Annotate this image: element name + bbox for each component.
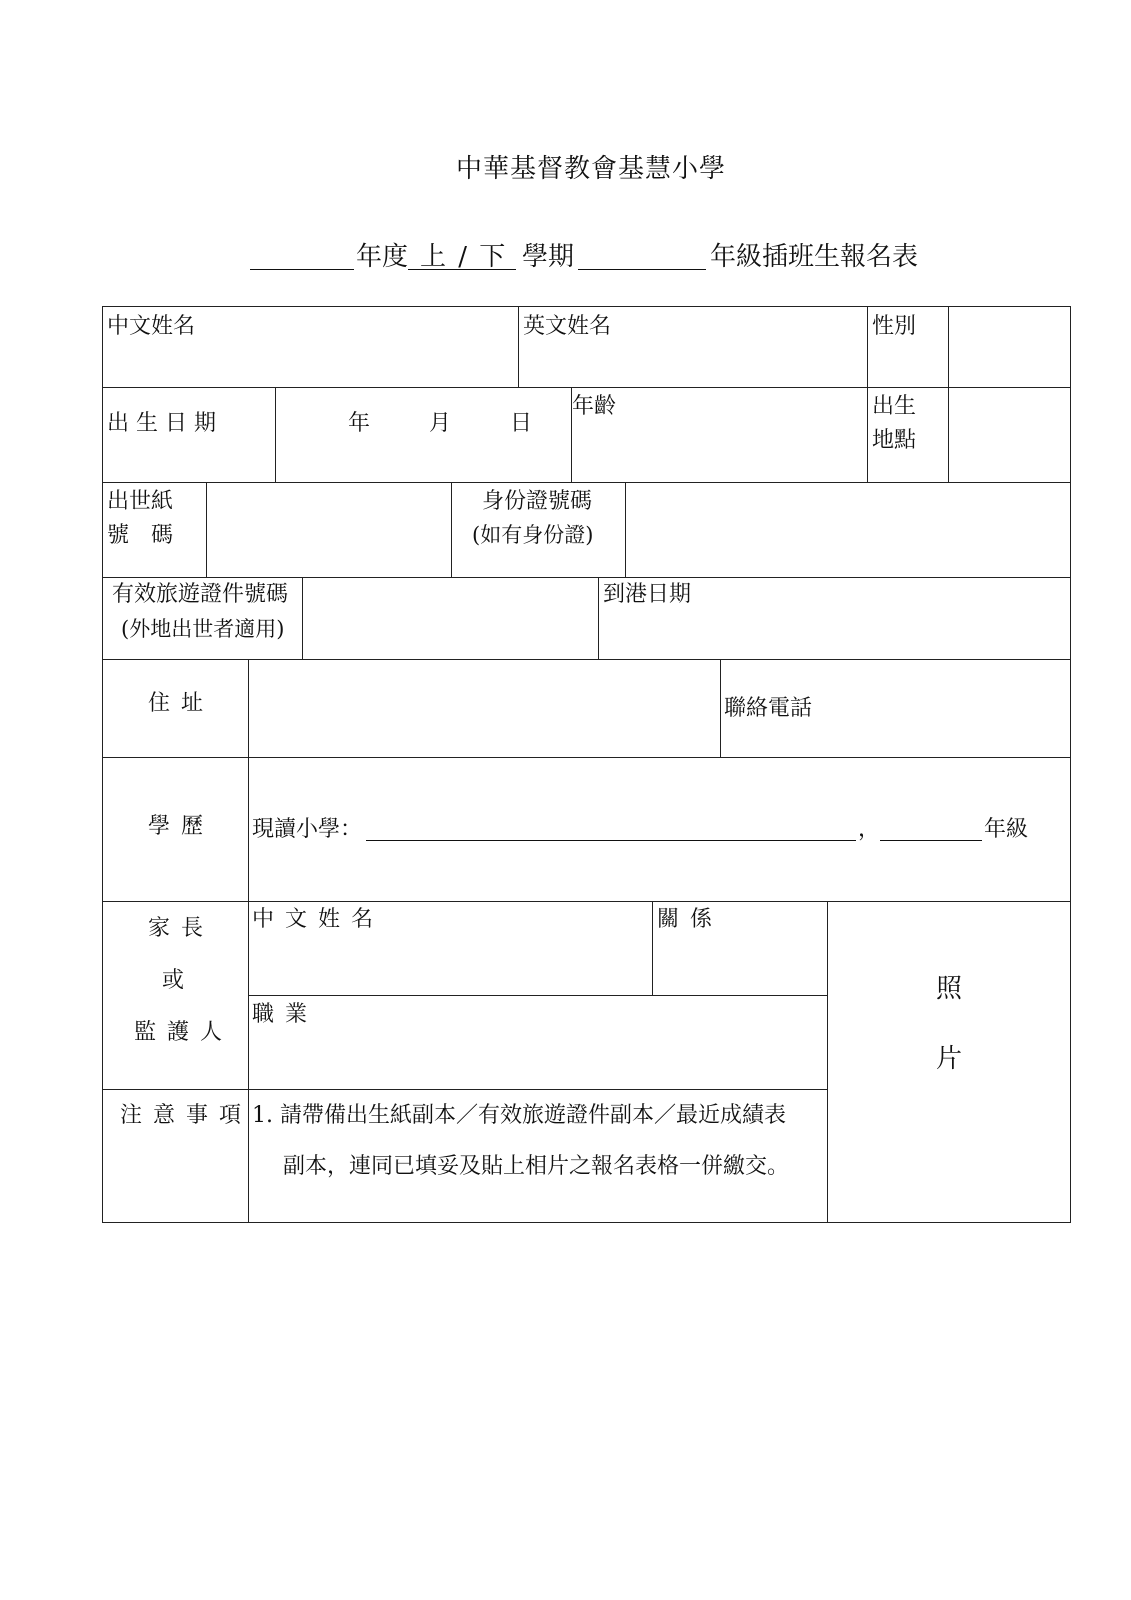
note-line-1: 1. 請帶備出生紙副本／有效旅遊證件副本／最近成績表 — [252, 1103, 786, 1128]
title-year-label: 年度 — [356, 242, 409, 272]
travel-doc-note: (外地出世者適用) — [121, 617, 285, 641]
arrival-date-label: 到港日期 — [603, 582, 692, 607]
travel-doc-label: 有效旅遊證件號碼 — [112, 582, 289, 607]
birth-cert-label-line2: 號 碼 — [107, 523, 174, 548]
phone-label: 聯絡電話 — [724, 696, 813, 721]
birth-day-label: 日 — [510, 411, 533, 436]
id-number-label: 身份證號碼 — [482, 489, 593, 514]
current-school-blank[interactable] — [366, 840, 856, 841]
birth-place-label-line1: 出生 — [872, 394, 917, 419]
title-semester-choice: 上 / 下 — [420, 242, 508, 272]
age-label: 年齡 — [572, 394, 617, 419]
relationship-label: 關 係 — [657, 907, 714, 932]
chinese-name-label: 中文姓名 — [107, 314, 196, 339]
title-term-label: 學期 — [522, 242, 575, 272]
parent-label-line1: 家 長 — [148, 916, 205, 941]
parent-label-line2: 或 — [162, 968, 185, 993]
current-school-label: 現讀小學： — [252, 817, 363, 842]
birth-cert-label-line1: 出世紙 — [107, 489, 174, 514]
note-line-2: 副本，連同已填妥及貼上相片之報名表格一併繳交。 — [283, 1154, 790, 1179]
gender-label: 性別 — [872, 314, 917, 339]
year-blank[interactable] — [250, 269, 354, 270]
current-school-comma: ， — [858, 817, 881, 842]
school-name: 中華基督教會基慧小學 — [456, 154, 727, 184]
photo-label-line2: 片 — [936, 1044, 963, 1074]
parent-name-label: 中 文 姓 名 — [252, 907, 375, 932]
photo-label-line1: 照 — [936, 974, 963, 1004]
birth-place-label-line2: 地點 — [872, 428, 917, 453]
birth-month-label: 月 — [429, 411, 452, 436]
notes-label: 注 意 事 項 — [120, 1103, 243, 1128]
grade-label: 年級 — [984, 817, 1029, 842]
address-label: 住 址 — [148, 691, 205, 716]
id-number-note: (如有身份證) — [472, 523, 594, 547]
birth-year-label: 年 — [348, 411, 371, 436]
parent-label-line3: 監 護 人 — [134, 1020, 224, 1045]
english-name-label: 英文姓名 — [523, 314, 612, 339]
occupation-label: 職 業 — [252, 1002, 309, 1027]
title-form-label: 年級插班生報名表 — [710, 242, 919, 272]
education-label: 學 歷 — [148, 814, 205, 839]
grade-blank[interactable] — [578, 269, 706, 270]
current-grade-blank[interactable] — [880, 840, 982, 841]
semester-underline — [408, 269, 516, 270]
birth-date-label: 出 生 日 期 — [107, 411, 216, 436]
